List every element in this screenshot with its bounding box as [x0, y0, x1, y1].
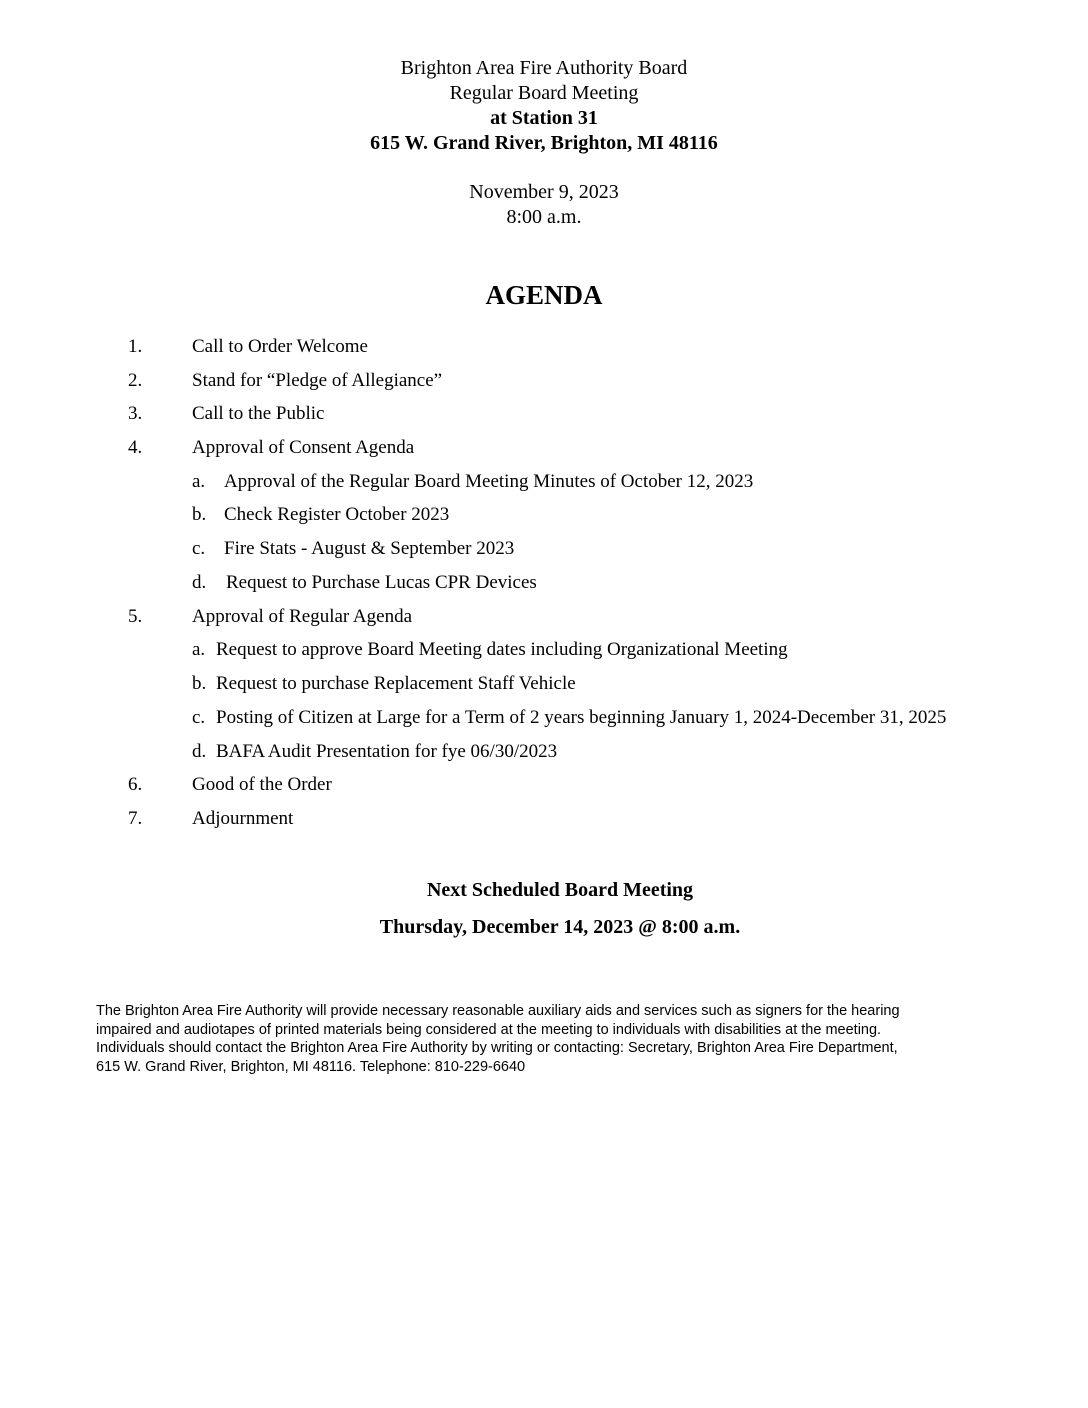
accessibility-notice	[96, 1002, 996, 1076]
next-meeting-datetime: Thursday, December 14, 2023 @ 8:00 a.m.	[379, 916, 741, 938]
sub-item-letter: b.	[192, 504, 207, 525]
sub-item-text: Request to purchase Replacement Staff Vehicle	[216, 673, 576, 694]
agenda-item-number: 3.	[128, 403, 143, 424]
agenda-item-number: 4.	[128, 437, 143, 458]
meeting-address: 615 W. Grand River, Brighton, MI 48116	[370, 132, 718, 154]
sub-item-text: Request to Purchase Lucas CPR Devices	[226, 572, 537, 593]
agenda-item-text: Stand for “Pledge of Allegiance”	[192, 370, 443, 391]
sub-item-text: Check Register October 2023	[224, 504, 450, 525]
sub-item-letter: a.	[192, 471, 206, 492]
sub-item-letter: c.	[192, 707, 206, 728]
meeting-type: Regular Board Meeting	[449, 82, 639, 104]
meeting-date: November 9, 2023	[469, 181, 619, 203]
sub-item-letter: d.	[192, 741, 207, 762]
agenda-item-text: Adjournment	[192, 808, 294, 829]
agenda-item-number: 6.	[128, 774, 143, 795]
notice-line: impaired and audiotapes of printed materials being considered at the meeting to individuals with disabilities at the meeting.	[96, 1021, 882, 1038]
sub-item-letter: b.	[192, 673, 207, 694]
sub-item-text: BAFA Audit Presentation for fye 06/30/2023	[216, 741, 558, 762]
agenda-item-number: 2.	[128, 370, 143, 391]
sub-item-text: Approval of the Regular Board Meeting Minutes of October 12, 2023	[224, 471, 754, 492]
sub-item-letter: a.	[192, 639, 206, 660]
meeting-location: at Station 31	[490, 107, 598, 129]
sub-item-text: Request to approve Board Meeting dates including Organizational Meeting	[216, 639, 788, 660]
sub-item-letter: d.	[192, 572, 207, 593]
sub-item-letter: c.	[192, 538, 206, 559]
agenda-item-number: 7.	[128, 808, 143, 829]
notice-line: 615 W. Grand River, Brighton, MI 48116. Telephone: 810-229-6640	[96, 1058, 526, 1075]
agenda-item-text: Good of the Order	[192, 774, 332, 795]
agenda-item-number: 1.	[128, 336, 143, 357]
agenda-item-text: Approval of Regular Agenda	[192, 606, 413, 627]
sub-item-text: Posting of Citizen at Large for a Term of 2 years beginning January 1, 2024-December 31, 2025	[216, 707, 947, 728]
agenda-item-text: Approval of Consent Agenda	[192, 437, 415, 458]
agenda-item-text: Call to the Public	[192, 403, 325, 424]
next-meeting-heading: Next Scheduled Board Meeting	[426, 879, 694, 901]
org-name: Brighton Area Fire Authority Board	[400, 57, 688, 79]
notice-line: The Brighton Area Fire Authority will provide necessary reasonable auxiliary aids and services such as signers for the hearing	[96, 1003, 900, 1019]
sub-item-text: Fire Stats - August & September 2023	[224, 538, 515, 559]
agenda-item-text: Call to Order Welcome	[192, 336, 368, 357]
meeting-time: 8:00 a.m.	[506, 206, 582, 228]
agenda-item-number: 5.	[128, 606, 143, 627]
notice-line: Individuals should contact the Brighton Area Fire Authority by writing or contacting: Secretary, Brighton Area Fire Department,	[96, 1040, 898, 1056]
agenda-title: AGENDA	[485, 280, 603, 310]
